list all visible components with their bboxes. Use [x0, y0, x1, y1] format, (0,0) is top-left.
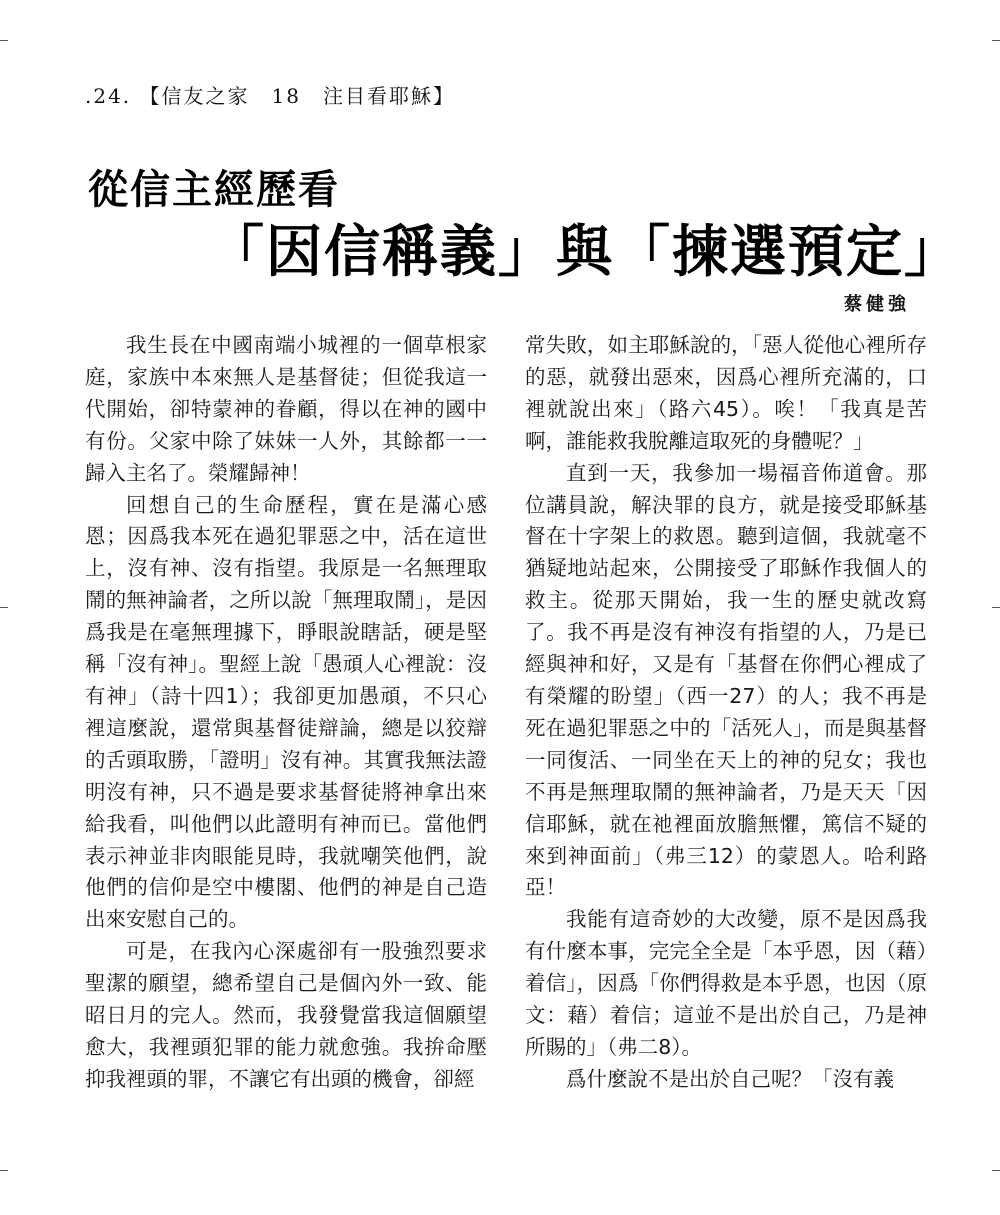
right-column [525, 330, 927, 1096]
crop-mark-top-left [0, 40, 8, 41]
crop-mark-mid-left [0, 607, 8, 608]
author-name: 蔡健強 [844, 294, 910, 315]
left-column [85, 330, 487, 1096]
article-title-line1: 從信主經歷看 [88, 167, 340, 213]
paragraph: 回想自己的生命歷程，實在是滿心感恩；因爲我本死在過犯罪惡之中，活在這世上，沒有神、沒有指望。我原是一名無理取鬧的無神論者，之所以說「無理取鬧」，是因爲我是在毫無理據下，睜眼說瞎話，硬是堅稱「沒有神」。聖經上說「愚頑人心裡說：沒有神」（詩十四1）；我卻更加愚頑，不只心裡這麼說，還常與基督徒辯論，總是以狡辯的舌頭取勝，「證明」沒有神。其實我無法證明沒有神，只不過是要求基督徒將神拿出來給我看，叫他們以此證明有神而已。當他們表示神並非肉眼能見時，我就嘲笑他們，說他們的信仰是空中樓閣、他們的神是自己造出來安慰自己的。 [85, 492, 487, 932]
paragraph: 爲什麼說不是出於自己呢？「沒有義 [566, 1066, 894, 1091]
crop-mark-bottom-left [0, 1170, 8, 1171]
paragraph: 我生長在中國南端小城裡的一個草根家庭，家族中本來無人是基督徒；但從我這一代開始，卻特蒙神的眷顧，得以在神的國中有份。父家中除了妹妹一人外，其餘都一一歸入主名了。榮耀歸神！ [85, 333, 487, 485]
running-header: .24. 【信友之家 18 注目看耶穌】 [85, 84, 455, 108]
crop-mark-mid-right [992, 607, 1000, 608]
crop-mark-top-right [992, 40, 1000, 41]
paragraph: 直到一天，我參加一場福音佈道會。那位講員說，解決罪的良方，就是接受耶穌基督在十字架上的救恩。聽到這個，我就毫不猶疑地站起來，公開接受了耶穌作我個人的救主。從那天開始，我一生的歷史就改寫了。我不再是沒有神沒有指望的人，乃是已經與神和好，又是有「基督在你們心裡成了有榮耀的盼望」（西一27）的人；我不再是死在過犯罪惡之中的「活死人」，而是與基督一同復活、一同坐在天上的神的兒女；我也不再是無理取鬧的無神論者，乃是天天「因信耶穌，就在祂裡面放膽無懼，篤信不疑的來到神面前」（弗三12）的蒙恩人。哈利路亞！ [525, 460, 927, 900]
crop-mark-bottom-right [992, 1170, 1000, 1171]
paragraph: 我能有這奇妙的大改變，原不是因爲我有什麼本事，完完全全是「本乎恩，因（藉）着信」，因爲「你們得救是本乎恩，也因（原文：藉）着信；這並不是出於自己，乃是神所賜的」（弗二8）。 [525, 907, 927, 1059]
paragraph: 可是，在我內心深處卻有一股強烈要求聖潔的願望，總希望自己是個內外一致、能昭日月的完人。然而，我發覺當我這個願望愈大，我裡頭犯罪的能力就愈強。我拚命壓抑我裡頭的罪，不讓它有出頭的機會，卻經 [85, 939, 487, 1091]
article-title-line2: 「因信稱義」與「揀選預定」 [208, 219, 962, 285]
paragraph: 常失敗，如主耶穌說的，「惡人從他心裡所存的惡，就發出惡來，因爲心裡所充滿的，口裡就說出來」（路六45）。唉！「我真是苦啊，誰能救我脫離這取死的身體呢？」 [525, 333, 927, 453]
